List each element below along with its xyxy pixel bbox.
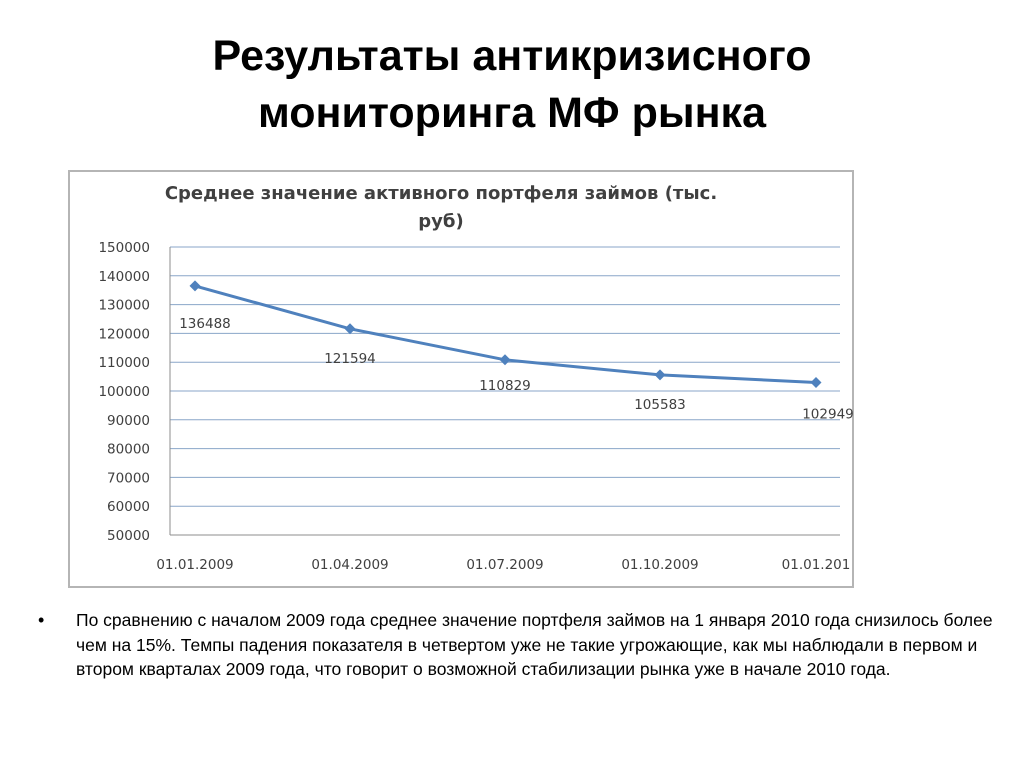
series-line [195, 286, 816, 383]
page-title-line-1: Результаты антикризисного [212, 32, 812, 80]
data-label: 110829 [479, 377, 531, 394]
y-tick-label: 90000 [107, 412, 150, 429]
page-title-line-2: мониторинга МФ рынка [258, 89, 766, 137]
x-tick-label: 01.01.2009 [156, 557, 234, 573]
y-tick-label: 100000 [98, 384, 150, 400]
data-label: 136488 [179, 315, 231, 332]
list-item [38, 608, 998, 682]
y-tick-label: 150000 [98, 240, 150, 256]
chart-title-line-2: руб) [418, 211, 464, 232]
x-tick-label: 01.01.201 [781, 557, 851, 573]
chart-title-line-1: Среднее значение активного портфеля займов (тыс. [164, 183, 718, 204]
data-point-marker [345, 323, 356, 334]
y-tick-label: 130000 [98, 297, 150, 314]
data-point-marker [190, 280, 201, 291]
x-tick-label: 01.04.2009 [311, 557, 389, 573]
y-tick-label: 70000 [107, 470, 150, 487]
y-tick-label: 110000 [98, 355, 150, 372]
y-tick-label: 50000 [107, 528, 150, 544]
data-label: 121594 [324, 350, 376, 367]
bullet-list [38, 608, 998, 682]
bullet-marker: • [38, 610, 45, 630]
y-tick-label: 60000 [107, 499, 150, 516]
data-point-marker [811, 377, 822, 388]
data-point-marker [655, 369, 666, 380]
y-tick-label: 80000 [107, 441, 150, 458]
x-tick-label: 01.10.2009 [621, 557, 699, 573]
x-tick-label: 01.07.2009 [466, 557, 544, 573]
bullet-text: По сравнению с началом 2009 года среднее значение портфеля займов на 1 января 2010 года снизилось более чем на 15%. Темпы падения показателя в четвертом уже не такие угрожающие, как мы наблюдали в первом и втором кварталах 2009 года, что говорит о возможной стабилизации рынка уже в начале 2010 года. [76, 610, 993, 679]
data-label: 105583 [634, 396, 686, 413]
data-label: 102949 [802, 406, 854, 423]
y-tick-label: 120000 [98, 326, 150, 343]
y-tick-label: 140000 [98, 268, 150, 285]
data-point-marker [500, 354, 511, 365]
